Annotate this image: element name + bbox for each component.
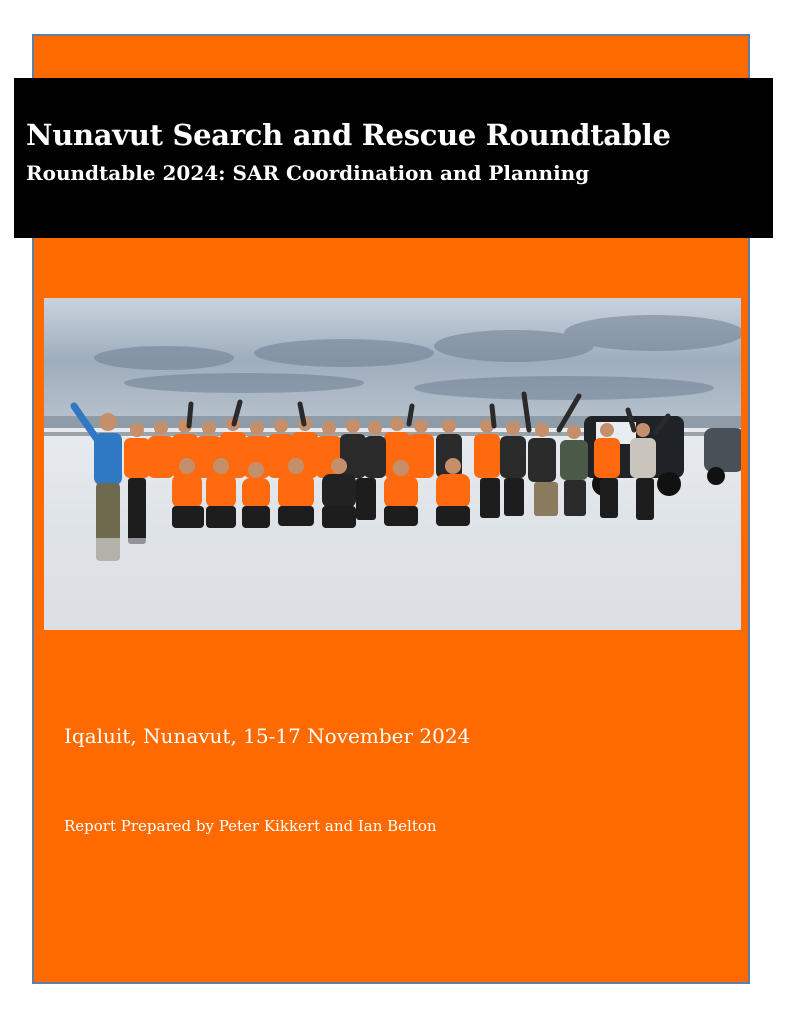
title-band [14, 78, 773, 238]
report-title: Nunavut Search and Rescue Roundtable [26, 118, 671, 152]
location-date: Iqaluit, Nunavut, 15-17 November 2024 [64, 724, 471, 748]
group-photo [44, 298, 741, 630]
report-authors: Report Prepared by Peter Kikkert and Ian Belton [64, 817, 437, 835]
group-photo-icon [44, 298, 741, 630]
report-subtitle: Roundtable 2024: SAR Coordination and Planning [26, 161, 590, 185]
